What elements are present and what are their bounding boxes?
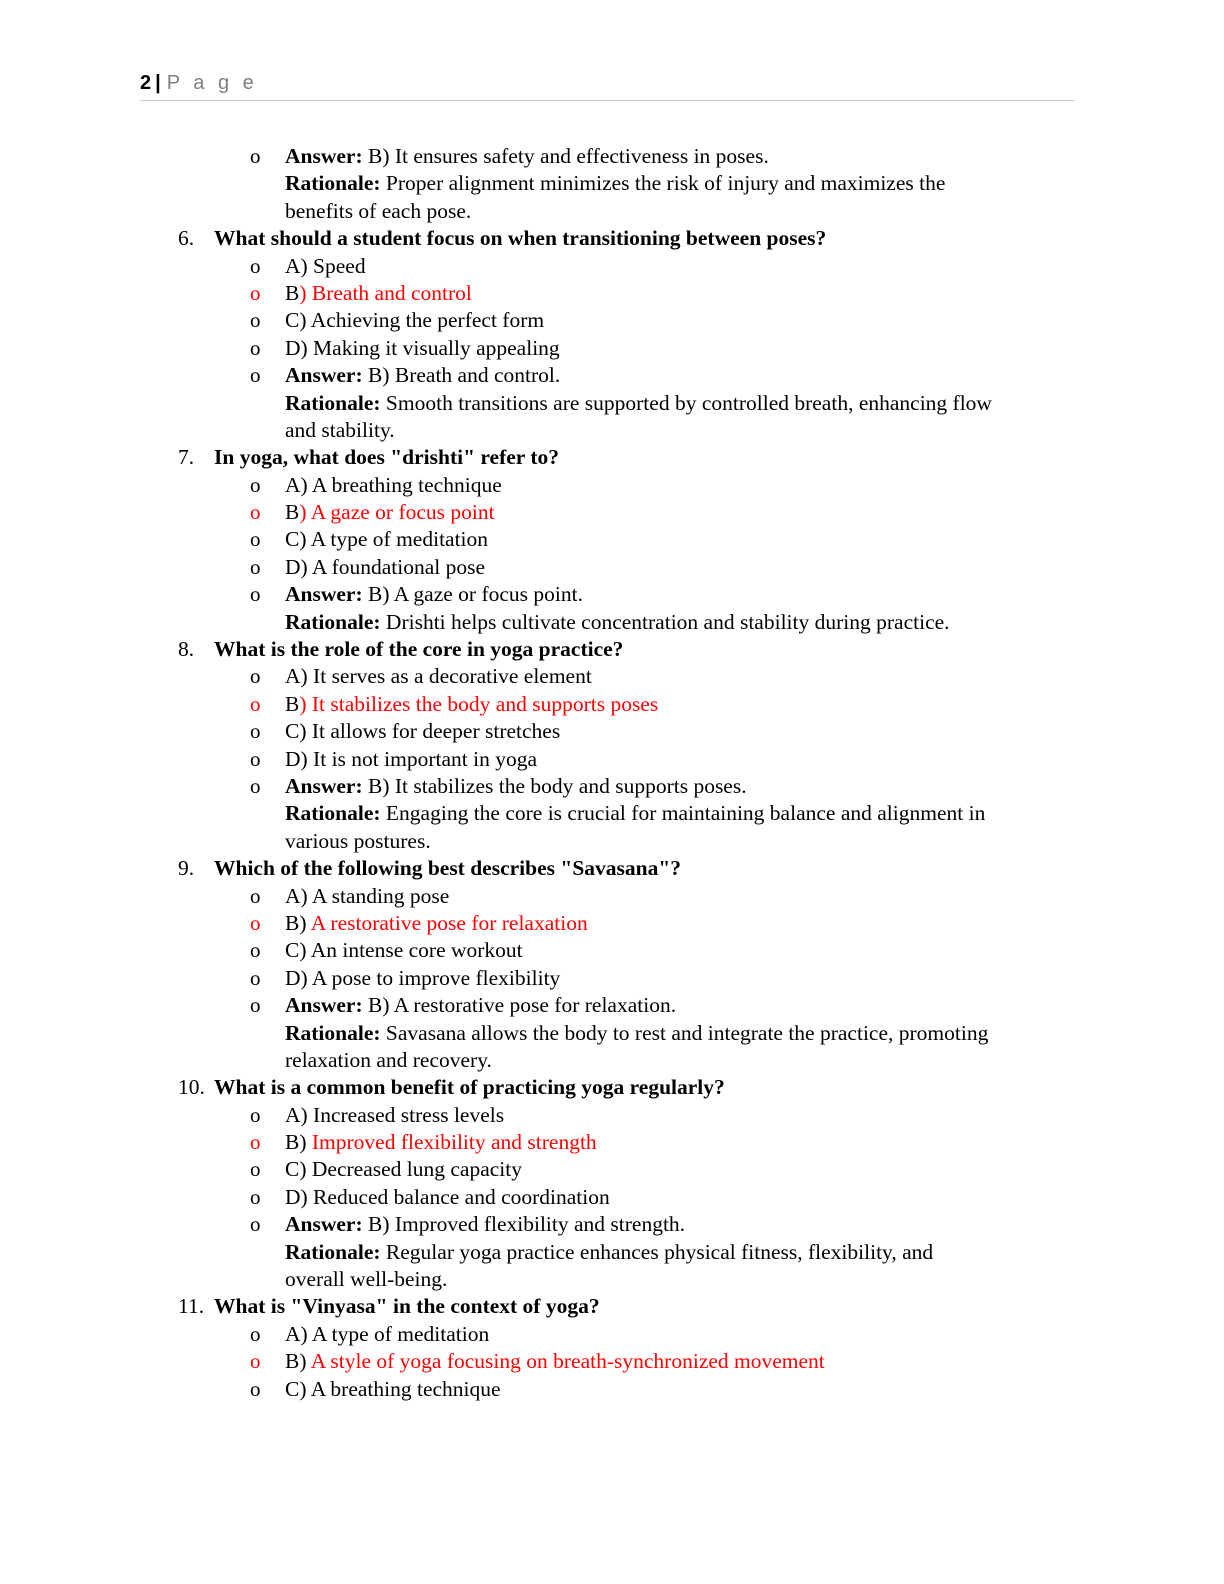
answer: o Answer: B) A gaze or focus point. [0, 581, 1224, 608]
option-c: o C) Decreased lung capacity [0, 1156, 1224, 1183]
answer: o Answer: B) Improved flexibility and strength. [0, 1211, 1224, 1238]
question-number: 8. [178, 637, 195, 662]
option-b-correct: o B) Improved flexibility and strength [0, 1129, 1224, 1156]
bullet-icon: o [250, 1349, 261, 1374]
bullet-icon: o [250, 910, 261, 935]
bullet-icon: o [250, 938, 261, 963]
bullet-icon: o [250, 1184, 261, 1209]
rationale-continued: relaxation and recovery. [285, 1047, 492, 1072]
option-a: o A) A standing pose [0, 883, 1224, 910]
bullet-icon: o [250, 1102, 261, 1127]
bullet-icon: o [250, 883, 261, 908]
bullet-icon: o [250, 1157, 261, 1182]
rationale-continued: benefits of each pose. [285, 198, 472, 223]
bullet-icon: o [250, 1321, 261, 1346]
bullet-icon: o [250, 691, 261, 716]
question-text: What should a student focus on when transitioning between poses? [214, 226, 827, 251]
answer: o Answer: B) A restorative pose for relaxation. [0, 992, 1224, 1019]
option-a: o A) A type of meditation [0, 1321, 1224, 1348]
bullet-icon: o [250, 308, 261, 333]
question-text: Which of the following best describes "Savasana"? [214, 856, 682, 881]
bullet-icon: o [250, 363, 261, 388]
bullet-icon: o [250, 664, 261, 689]
rationale: Rationale: Smooth transitions are supported by controlled breath, enhancing flow [285, 390, 992, 415]
question-number: 9. [178, 856, 195, 881]
question-7 [0, 444, 1224, 471]
question-text: What is the role of the core in yoga practice? [214, 637, 624, 662]
bullet-icon: o [250, 582, 261, 607]
option-b-correct: o B) A restorative pose for relaxation [0, 910, 1224, 937]
question-number: 6. [178, 226, 195, 251]
rationale-label: Rationale: [285, 171, 381, 196]
rationale: Rationale: Savasana allows the body to rest and integrate the practice, promoting [285, 1020, 989, 1045]
page-header [140, 72, 1074, 101]
option-b-correct: o B) A style of yoga focusing on breath-synchronized movement [0, 1348, 1224, 1375]
option-c: o C) A breathing technique [0, 1376, 1224, 1403]
question-11 [0, 1293, 1224, 1320]
rationale-continued: various postures. [285, 828, 431, 853]
bullet-icon: o [250, 527, 261, 552]
page-separator: | [155, 72, 161, 94]
question-text: What is "Vinyasa" in the context of yoga? [214, 1294, 600, 1319]
question-number: 7. [178, 445, 195, 470]
bullet-icon: o [250, 1376, 261, 1401]
option-b-correct: o B) A gaze or focus point [0, 499, 1224, 526]
bullet-icon: o [250, 144, 261, 168]
question-10 [0, 1074, 1224, 1101]
answer-text: B) It ensures safety and effectiveness in poses. [362, 144, 769, 168]
list-item [0, 143, 1224, 170]
option-b-correct: o B) Breath and control [0, 280, 1224, 307]
answer-label: Answer: [285, 144, 363, 168]
rationale: Rationale: Drishti helps cultivate concentration and stability during practice. [285, 609, 950, 634]
answer: o Answer: B) Breath and control. [0, 362, 1224, 389]
page-label: P a g e [166, 72, 258, 94]
option-d: o D) Reduced balance and coordination [0, 1184, 1224, 1211]
bullet-icon: o [250, 773, 261, 798]
page-number: 2 [140, 72, 152, 94]
option-d: o D) Making it visually appealing [0, 335, 1224, 362]
option-d: o D) A pose to improve flexibility [0, 965, 1224, 992]
option-b-correct: o B) It stabilizes the body and supports poses [0, 691, 1224, 718]
bullet-icon: o [250, 1130, 261, 1155]
question-9 [0, 855, 1224, 882]
rationale: Rationale: Engaging the core is crucial for maintaining balance and alignment in [285, 801, 986, 826]
rationale-continued: and stability. [285, 417, 395, 442]
option-c: o C) An intense core workout [0, 937, 1224, 964]
bullet-icon: o [250, 472, 261, 497]
bullet-icon: o [250, 280, 261, 305]
bullet-icon: o [250, 719, 261, 744]
rationale [0, 170, 1224, 197]
bullet-icon: o [250, 993, 261, 1018]
question-8 [0, 636, 1224, 663]
option-c: o C) A type of meditation [0, 526, 1224, 553]
question-6 [0, 225, 1224, 252]
option-a: o A) A breathing technique [0, 472, 1224, 499]
bullet-icon: o [250, 746, 261, 771]
option-a: o A) Speed [0, 253, 1224, 280]
question-text: What is a common benefit of practicing yoga regularly? [214, 1075, 725, 1100]
option-a: o A) Increased stress levels [0, 1102, 1224, 1129]
option-c: o C) Achieving the perfect form [0, 307, 1224, 334]
bullet-icon: o [250, 500, 261, 525]
option-a: o A) It serves as a decorative element [0, 663, 1224, 690]
option-d: o D) A foundational pose [0, 554, 1224, 581]
option-c: o C) It allows for deeper stretches [0, 718, 1224, 745]
bullet-icon: o [250, 253, 261, 278]
rationale-continued: overall well-being. [285, 1267, 448, 1292]
bullet-icon: o [250, 335, 261, 360]
answer: o Answer: B) It stabilizes the body and supports poses. [0, 773, 1224, 800]
option-d: o D) It is not important in yoga [0, 746, 1224, 773]
bullet-icon: o [250, 1212, 261, 1237]
bullet-icon: o [250, 554, 261, 579]
rationale: Rationale: Regular yoga practice enhances physical fitness, flexibility, and [285, 1239, 934, 1264]
document-body [0, 143, 1224, 1403]
question-text: In yoga, what does "drishti" refer to? [214, 445, 559, 470]
question-number: 10. [178, 1075, 205, 1100]
rationale-text: Proper alignment minimizes the risk of injury and maximizes the [380, 171, 946, 196]
question-number: 11. [178, 1294, 205, 1319]
bullet-icon: o [250, 965, 261, 990]
